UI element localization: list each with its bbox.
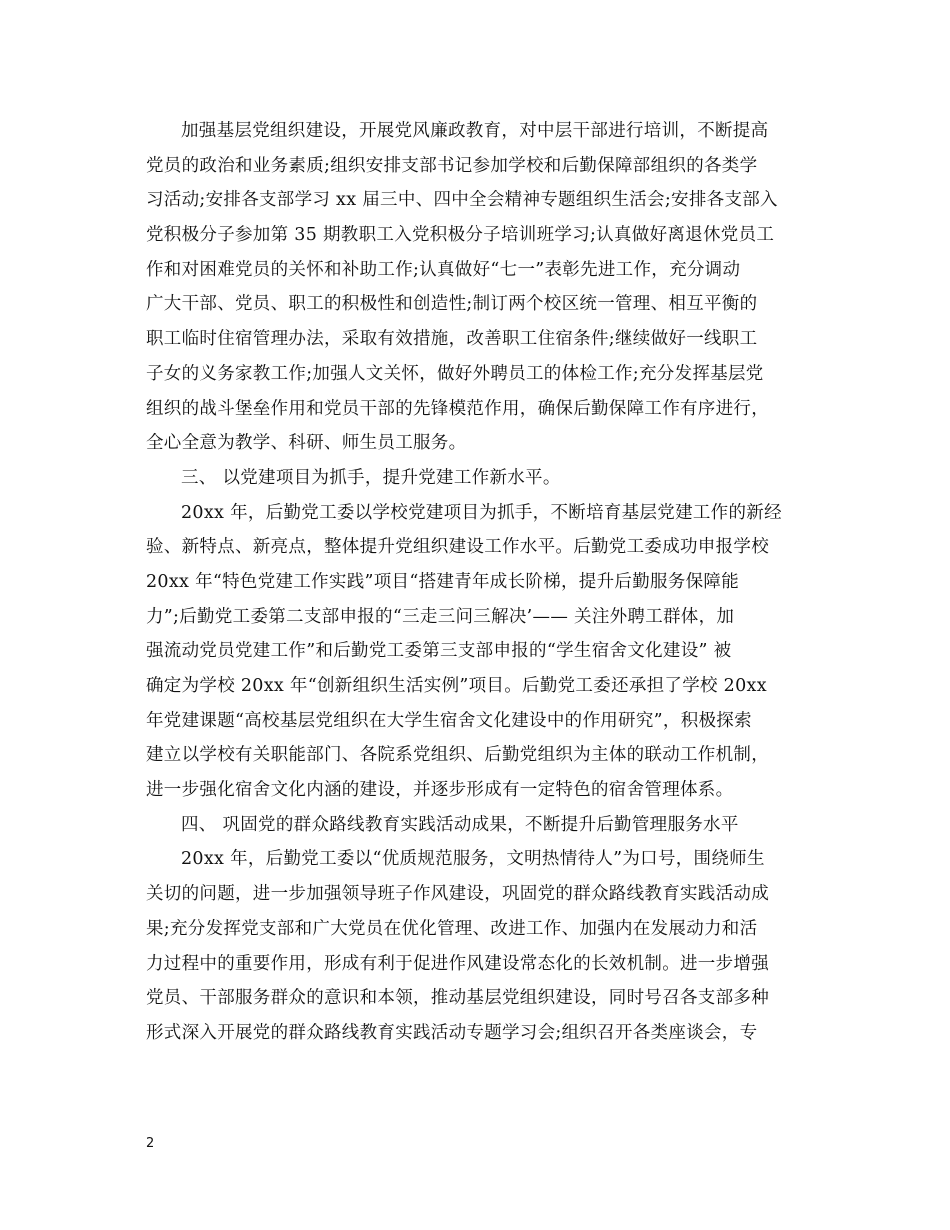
paragraph-3-line-1: 20xx 年，后勤党工委以“优质规范服务，文明热情待人”为口号，围绕师生 [181, 849, 765, 870]
paragraph-1-line-3: 习活动;安排各支部学习 xx 届三中、四中全会精神专题组织生活会;安排各支部入 [146, 190, 778, 211]
document-body [146, 114, 806, 1051]
section-heading-4: 四、 巩固党的群众路线教育实践活动成果，不断提升后勤管理服务水平 [181, 814, 739, 835]
paragraph-1-line-1: 加强基层党组织建设，开展党风廉政教育，对中层干部进行培训，不断提高 [181, 121, 769, 141]
paragraph-2-line-6: 确定为学校 20xx 年“创新组织生活实例”项目。后勤党工委还承担了学校 20xx [146, 676, 767, 696]
paragraph-3-line-3: 果;充分发挥党支部和广大党员在优化管理、改进工作、加强内在发展动力和活 [146, 918, 758, 939]
paragraph-2-line-3: 20xx 年“特色党建工作实践”项目“搭建青年成长阶梯，提升后勤服务保障能 [146, 571, 740, 592]
paragraph-2-line-2: 验、新特点、新亮点，整体提升党组织建设工作水平。后勤党工委成功申报学校 [146, 537, 769, 558]
paragraph-1-line-9: 组织的战斗堡垒作用和党员干部的先锋模范作用，确保后勤保障工作有序进行， [146, 398, 769, 419]
paragraph-3-line-2: 关切的问题，进一步加强领导班子作风建设，巩固党的群众路线教育实践活动成 [146, 884, 769, 905]
paragraph-1-line-6: 广大干部、党员、职工的积极性和创造性;制订两个校区统一管理、相互平衡的 [146, 294, 758, 315]
paragraph-3-line-6: 形式深入开展党的群众路线教育实践活动专题学习会;组织召开各类座谈会，专 [146, 1022, 758, 1043]
paragraph-2-line-8: 建立以学校有关职能部门、各院系党组织、后勤党组织为主体的联动工作机制， [146, 745, 769, 766]
paragraph-1-line-4: 党积极分子参加第 35 期教职工入党积极分子培训班学习;认真做好离退休党员工 [146, 225, 775, 246]
paragraph-1-line-5: 作和对困难党员的关怀和补助工作;认真做好“七一”表彰先进工作，充分调动 [146, 259, 741, 280]
page-number: 2 [146, 1136, 155, 1151]
paragraph-2-line-9: 进一步强化宿舍文化内涵的建设，并逐步形成有一定特色的宿舍管理体系。 [146, 780, 734, 801]
paragraph-2-line-1: 20xx 年，后勤党工委以学校党建项目为抓手，不断培育基层党建工作的新经 [181, 502, 782, 523]
paragraph-2-line-5: 强流动党员党建工作”和后勤党工委第三支部申报的“学生宿舍文化建设” 被 [146, 641, 732, 662]
paragraph-2-line-7: 年党建课题“高校基层党组织在大学生宿舍文化建设中的作用研究”，积极探索 [146, 710, 752, 731]
paragraph-3-line-5: 党员、干部服务群众的意识和本领，推动基层党组织建设，同时号召各支部多种 [146, 988, 769, 1009]
paragraph-1-line-10: 全心全意为教学、科研、师生员工服务。 [146, 433, 467, 454]
paragraph-2-line-4: 力”;后勤党工委第二支部申报的“三走三问三解决’—— 关注外聘工群体，加 [146, 606, 735, 627]
paragraph-3-line-4: 力过程中的重要作用，形成有利于促进作风建设常态化的长效机制。进一步增强 [146, 953, 769, 974]
paragraph-1-line-2: 党员的政治和业务素质;组织安排支部书记参加学校和后勤保障部组织的各类学 [146, 155, 758, 176]
section-heading-3: 三、 以党建项目为抓手，提升党建工作新水平。 [181, 467, 561, 488]
paragraph-1-line-8: 子女的义务家教工作;加强人文关怀，做好外聘员工的体检工作;充分发挥基层党 [146, 363, 764, 384]
paragraph-1-line-7: 职工临时住宿管理办法，采取有效措施，改善职工住宿条件;继续做好一线职工 [146, 329, 758, 350]
